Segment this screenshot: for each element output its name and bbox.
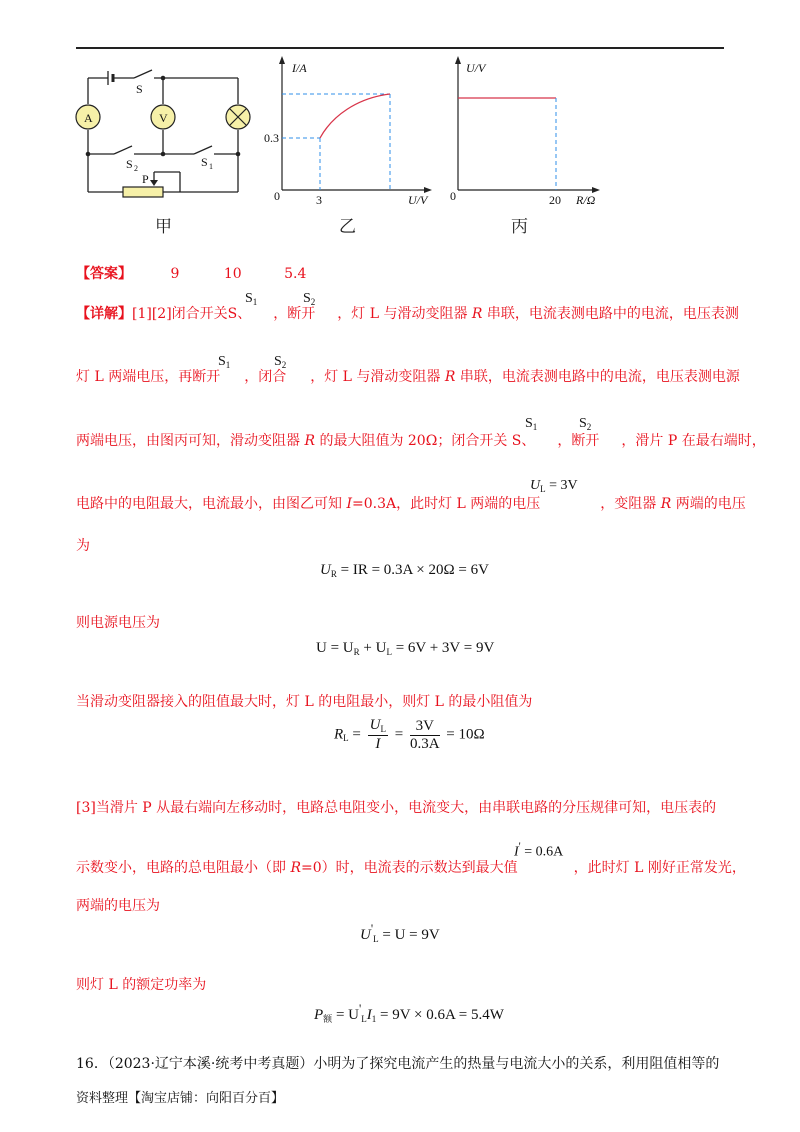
detail-line-11: 则灯 L 的额定功率为 xyxy=(76,977,207,993)
symbol-s2: $S_2$ xyxy=(579,416,592,432)
text: ，变阻器 xyxy=(600,496,661,512)
text: R xyxy=(471,306,483,322)
origin-label: 0 xyxy=(450,189,456,203)
text: I xyxy=(346,496,352,512)
detail-line-8: [3]当滑片 P 从最右端向左移动时，电路总电阻变小，电流变大，由串联电路的分压规律可知，电压表的 xyxy=(76,800,717,816)
answer-3: 5.4 xyxy=(284,266,307,282)
detail-line-4 xyxy=(76,493,746,513)
text: 两端电压，由图丙可知，滑动变阻器 xyxy=(76,433,305,449)
detail-label: 【详解】 xyxy=(76,306,132,322)
detail-line-5: 为 xyxy=(76,538,90,554)
answer-1: 9 xyxy=(170,266,180,282)
slider-label: P xyxy=(142,172,149,186)
switch-s1-label: S xyxy=(201,155,208,169)
figure-caption-jia: 甲 xyxy=(155,217,172,237)
text: 两端的电压 xyxy=(671,496,746,512)
switch-s-label: S xyxy=(136,82,143,96)
symbol-s1: $S_1$ xyxy=(525,416,538,432)
symbol-s2: $S_2$ xyxy=(274,354,287,370)
equation-ul-prime: $U'_L = U = 9V$ xyxy=(360,922,440,944)
text: [1][2]闭合开关S、 xyxy=(132,306,252,322)
x-tick-label: 20 xyxy=(549,193,561,207)
equation-u: $U = U_R + U_L = 6V + 3V = 9V$ xyxy=(316,640,495,657)
circuit-diagram xyxy=(74,62,254,207)
voltmeter-label: V xyxy=(159,111,168,125)
symbol-s1: $S_1$ xyxy=(218,354,231,370)
y-tick-label: 0.3 xyxy=(264,131,279,145)
text: 串联，电流表测电路中的电流，电压表测 xyxy=(482,306,739,322)
text: ，灯 L 与滑动变阻器 xyxy=(310,369,445,385)
answer-line xyxy=(76,263,306,283)
text: ，灯 L 与滑动变阻器 xyxy=(337,306,472,322)
text: =0）时，电流表的示数达到最大值 xyxy=(301,860,518,876)
footer-source: 资料整理【淘宝店铺：向阳百分百】 xyxy=(76,1091,285,1106)
origin-label: 0 xyxy=(274,189,280,203)
slider-arrow-icon xyxy=(150,180,158,186)
switch-s2-sub: 2 xyxy=(134,164,138,173)
text: ，滑片 P 在最右端时， xyxy=(621,433,766,449)
text: ，此时灯 L 刚好正常发光， xyxy=(573,860,746,876)
x-tick-label: 3 xyxy=(316,193,322,207)
text: 灯 L 两端电压，再断开 xyxy=(76,369,221,385)
equation-ur: $U_R$ = IR = 0.3A × 20Ω = 6V xyxy=(320,562,489,579)
text: ，断开 xyxy=(273,306,316,322)
symbol-s1: $S_1$ xyxy=(245,291,258,307)
answer-label: 【答案】 xyxy=(76,266,132,282)
current-voltage-curve xyxy=(320,94,390,138)
y-axis-label: I/A xyxy=(292,61,307,75)
switch-s1-sub: 1 xyxy=(209,162,213,171)
detail-line-10: 两端的电压为 xyxy=(76,898,160,914)
detail-line-9 xyxy=(76,857,746,877)
text: R xyxy=(290,860,301,876)
text: 的最大阻值为 20Ω；闭合开关 S、 xyxy=(315,433,536,449)
figure-caption-yi: 乙 xyxy=(339,217,356,237)
detail-line-1 xyxy=(76,303,739,323)
x-axis-label: R/Ω xyxy=(576,193,596,207)
x-axis-label: U/V xyxy=(408,193,428,207)
text: 串联，电流表测电路中的电流，电压表测电源 xyxy=(455,369,740,385)
detail-line-6: 则电源电压为 xyxy=(76,615,160,631)
text: =0.3A，此时灯 L 两端的电压 xyxy=(351,496,541,512)
symbol-s2: $S_2$ xyxy=(303,291,316,307)
text: ，断开 xyxy=(557,433,600,449)
ammeter-label: A xyxy=(84,111,93,125)
text: R xyxy=(444,369,456,385)
text: R xyxy=(660,496,672,512)
text: ，闭合 xyxy=(244,369,287,385)
switch-s2-label: S xyxy=(126,157,133,171)
text: 电路中的电阻最大，电流最小，由图乙可知 xyxy=(76,496,347,512)
answer-2: 10 xyxy=(223,266,242,282)
detail-line-3 xyxy=(76,430,766,450)
symbol-ul: $U_L = 3V$ xyxy=(530,478,578,494)
text: R xyxy=(304,433,315,449)
header-rule xyxy=(76,47,724,49)
y-axis-label: U/V xyxy=(466,61,486,75)
detail-line-7: 当滑动变阻器接入的阻值最大时，灯 L 的电阻最小，则灯 L 的最小阻值为 xyxy=(76,694,533,710)
equation-rl: $R_L$ = $\frac{U_L}{I}$ = $\frac{3V}{0.3A}$ = 10Ω xyxy=(334,717,485,752)
graph-bing xyxy=(446,54,616,214)
text: 示数变小，电路的总电阻最小（即 xyxy=(76,860,291,876)
graph-yi xyxy=(262,54,442,214)
detail-line-2 xyxy=(76,366,740,386)
equation-power: $P_额 = U'_LI_1 = 9V \times 0.6A = 5.4W$ xyxy=(314,1002,504,1024)
figure-caption-bing: 丙 xyxy=(511,217,528,237)
symbol-iprime: I' = 0.6A xyxy=(514,840,564,860)
question-16: 16．（2023·辽宁本溪·统考中考真题）小明为了探究电流产生的热量与电流大小的关系，利用阻值相等的 xyxy=(76,1056,720,1072)
rheostat xyxy=(123,187,163,197)
